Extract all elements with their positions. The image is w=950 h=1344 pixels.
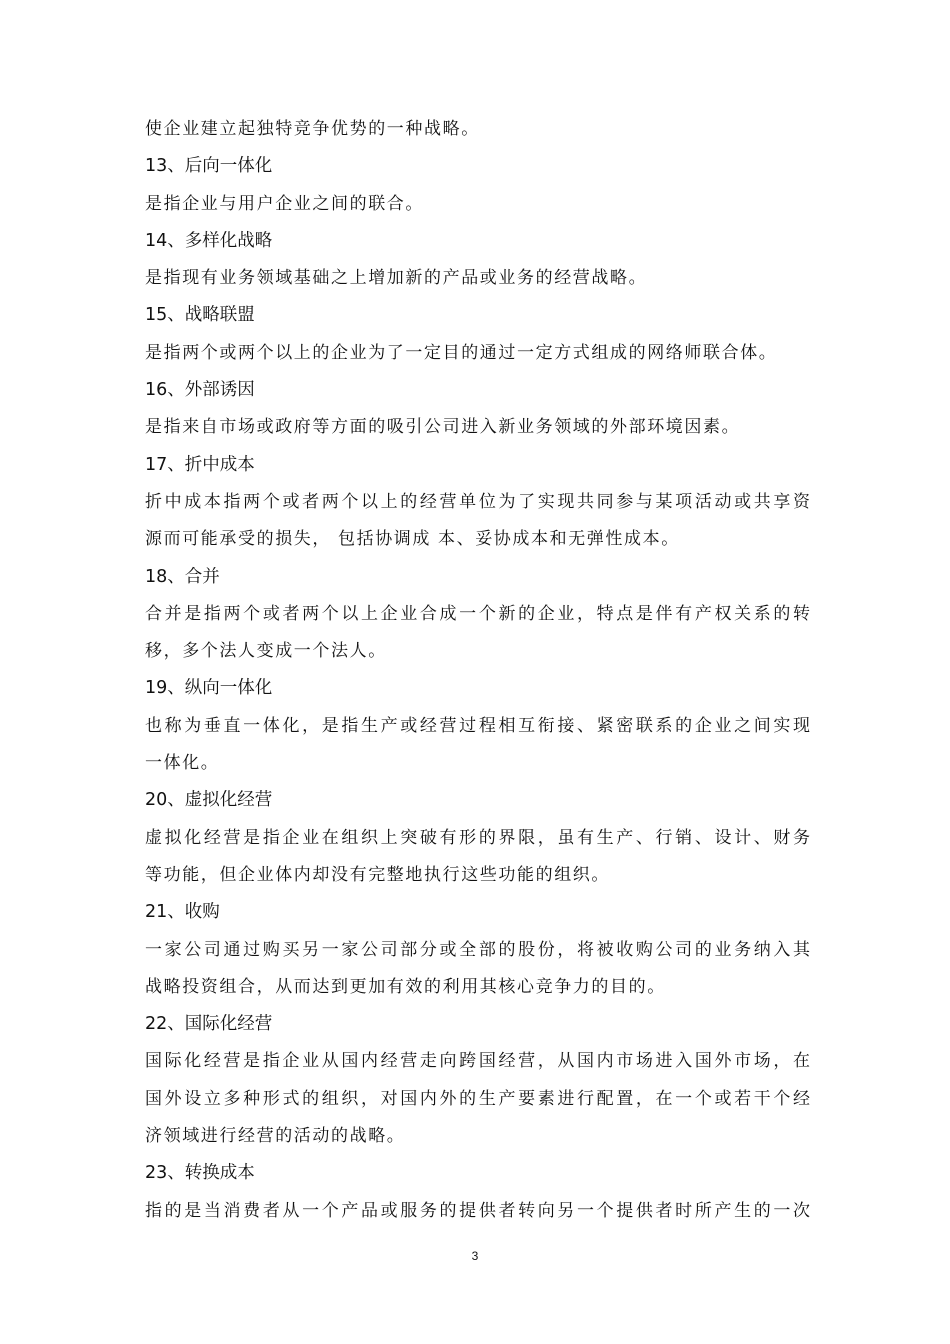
definition-line: 也称为垂直一体化，是指生产或经营过程相互衔接、紧密联系的企业之间实现	[145, 715, 810, 736]
term-heading: 17、折中成本	[145, 454, 255, 475]
term-heading: 20、虚拟化经营	[145, 790, 273, 811]
term-heading: 21、收购	[145, 902, 220, 923]
definition-line: 战略投资组合，从而达到更加有效的利用其核心竞争力的目的。	[145, 976, 666, 997]
term-heading: 15、战略联盟	[145, 305, 255, 326]
definition-line: 合并是指两个或者两个以上企业合成一个新的企业，特点是伴有产权关系的转	[145, 603, 810, 624]
term-heading: 13、后向一体化	[145, 156, 273, 177]
document-content	[145, 111, 810, 1230]
definition-line: 是指来自市场或政府等方面的吸引公司进入新业务领域的外部环境因素。	[145, 417, 741, 438]
definition-line: 使企业建立起独特竞争优势的一种战略。	[145, 119, 480, 139]
definition-line: 国际化经营是指企业从国内经营走向跨国经营，从国内市场进入国外市场，在	[145, 1051, 810, 1072]
definition-line: 指的是当消费者从一个产品或服务的提供者转向另一个提供者时所产生的一次	[145, 1200, 810, 1221]
definition-line: 是指两个或两个以上的企业为了一定目的通过一定方式组成的网络师联合体。	[145, 342, 778, 363]
term-heading: 22、国际化经营	[145, 1014, 273, 1035]
definition-line: 是指现有业务领域基础之上增加新的产品或业务的经营战略。	[145, 268, 648, 289]
term-heading: 14、多样化战略	[145, 230, 273, 251]
definition-line: 折中成本指两个或者两个以上的经营单位为了实现共同参与某项活动或共享资	[145, 491, 810, 512]
term-heading: 23、转换成本	[145, 1163, 255, 1184]
term-heading: 16、外部诱因	[145, 380, 255, 401]
definition-line: 国外设立多种形式的组织，对国内外的生产要素进行配置，在一个或若干个经	[145, 1088, 810, 1109]
definition-line: 是指企业与用户企业之间的联合。	[145, 193, 424, 214]
definition-line: 一家公司通过购买另一家公司部分或全部的股份，将被收购公司的业务纳入其	[145, 939, 810, 960]
definition-line: 济领域进行经营的活动的战略。	[145, 1126, 406, 1147]
definition-line: 源而可能承受的损失， 包括协调成 本、妥协成本和无弹性成本。	[145, 529, 680, 550]
definition-line: 一体化。	[145, 753, 220, 774]
page-number: 3	[471, 1249, 479, 1263]
definition-line: 虚拟化经营是指企业在组织上突破有形的界限，虽有生产、行销、设计、财务	[145, 827, 810, 848]
definition-line: 移，多个法人变成一个法人。	[145, 641, 387, 662]
definition-line: 等功能，但企业体内却没有完整地执行这些功能的组织。	[145, 864, 610, 885]
term-heading: 18、合并	[145, 566, 220, 587]
term-heading: 19、纵向一体化	[145, 678, 273, 699]
